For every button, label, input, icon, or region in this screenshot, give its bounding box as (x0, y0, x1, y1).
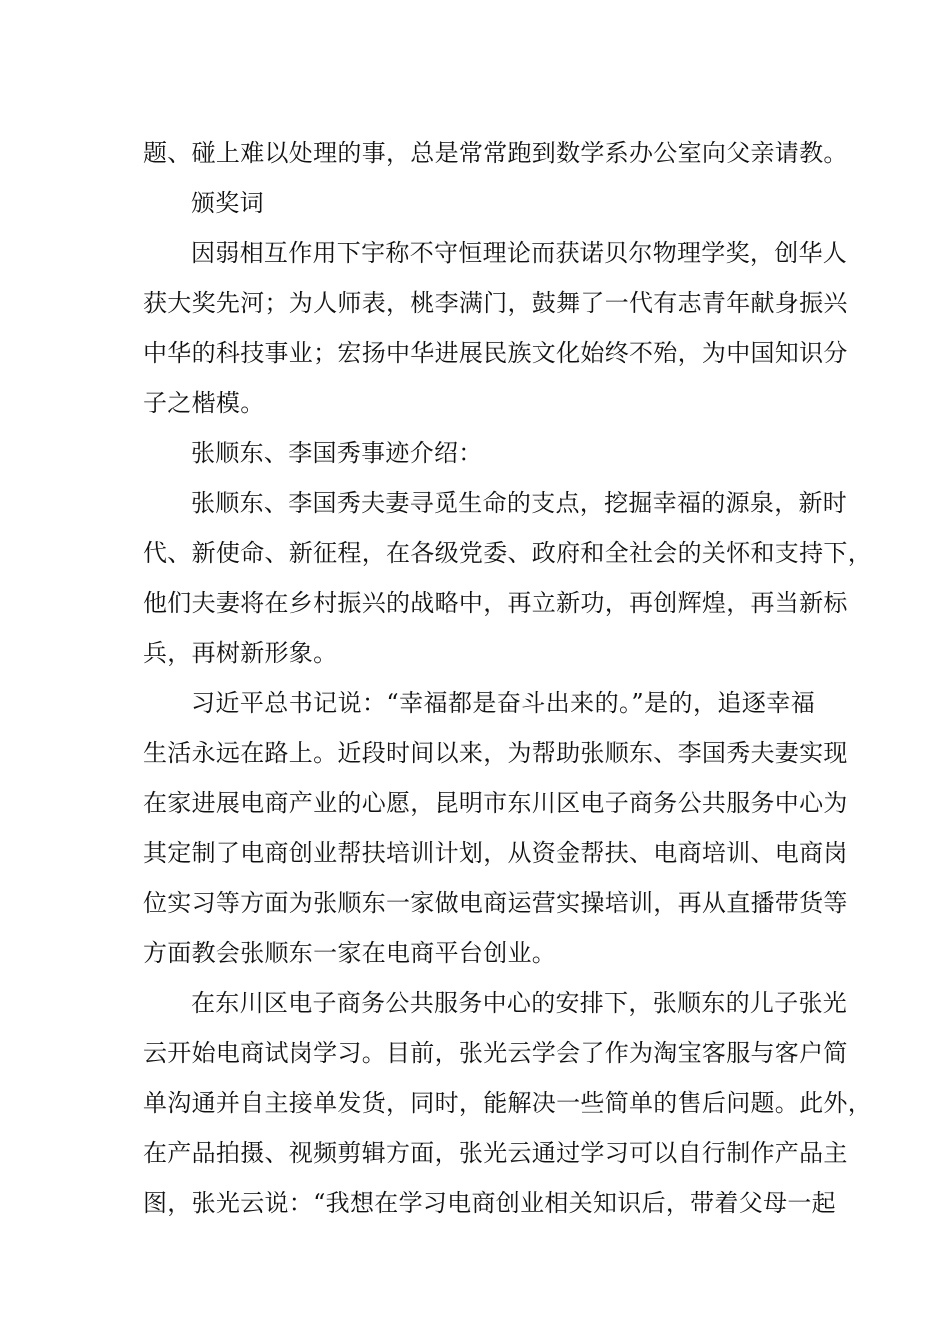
paragraph-line: 张顺东、李国秀夫妻寻觅生命的支点，挖掘幸福的源泉，新时 (191, 489, 848, 517)
paragraph-line: 在东川区电子商务公共服务中心的安排下，张顺东的儿子张光 (191, 989, 848, 1017)
paragraph-line: 习近平总书记说：“幸福都是奋斗出来的。”是的，追逐幸福 (191, 689, 815, 717)
document-body (143, 128, 872, 1228)
paragraph-line: 子之楷模。 (143, 389, 265, 417)
paragraph-line: 他们夫妻将在乡村振兴的战略中，再立新功，再创辉煌，再当新标 (143, 589, 848, 617)
paragraph-line: 生活永远在路上。近段时间以来，为帮助张顺东、李国秀夫妻实现 (143, 739, 848, 767)
paragraph-line: 单沟通并自主接单发货，同时，能解决一些简单的售后问题。此外， (143, 1089, 872, 1117)
paragraph-line: 代、新使命、新征程，在各级党委、政府和全社会的关怀和支持下， (143, 539, 872, 567)
paragraph-line: 因弱相互作用下宇称不守恒理论而获诺贝尔物理学奖，创华人 (191, 239, 848, 267)
paragraph-line: 其定制了电商创业帮扶培训计划，从资金帮扶、电商培训、电商岗 (143, 839, 848, 867)
paragraph-line: 云开始电商试岗学习。目前，张光云学会了作为淘宝客服与客户简 (143, 1039, 848, 1067)
paragraph-line: 位实习等方面为张顺东一家做电商运营实操培训，再从直播带货等 (143, 889, 848, 917)
paragraph-line: 获大奖先河；为人师表，桃李满门，鼓舞了一代有志青年献身振兴 (143, 289, 848, 317)
paragraph-line: 图，张光云说：“我想在学习电商创业相关知识后，带着父母一起 (143, 1189, 836, 1217)
paragraph-line: 在家进展电商产业的心愿，昆明市东川区电子商务公共服务中心为 (143, 789, 848, 817)
section-heading-deeds: 张顺东、李国秀事迹介绍： (191, 439, 483, 467)
section-heading-award-citation: 颁奖词 (191, 189, 264, 217)
paragraph-line: 方面教会张顺东一家在电商平台创业。 (143, 939, 557, 967)
paragraph-line: 在产品拍摄、视频剪辑方面，张光云通过学习可以自行制作产品主 (143, 1139, 848, 1167)
paragraph-line: 中华的科技事业；宏扬中华进展民族文化始终不殆，为中国知识分 (143, 339, 848, 367)
paragraph-line: 题、碰上难以处理的事，总是常常跑到数学系办公室向父亲请教。 (143, 139, 848, 167)
paragraph-line: 兵，再树新形象。 (143, 639, 338, 667)
